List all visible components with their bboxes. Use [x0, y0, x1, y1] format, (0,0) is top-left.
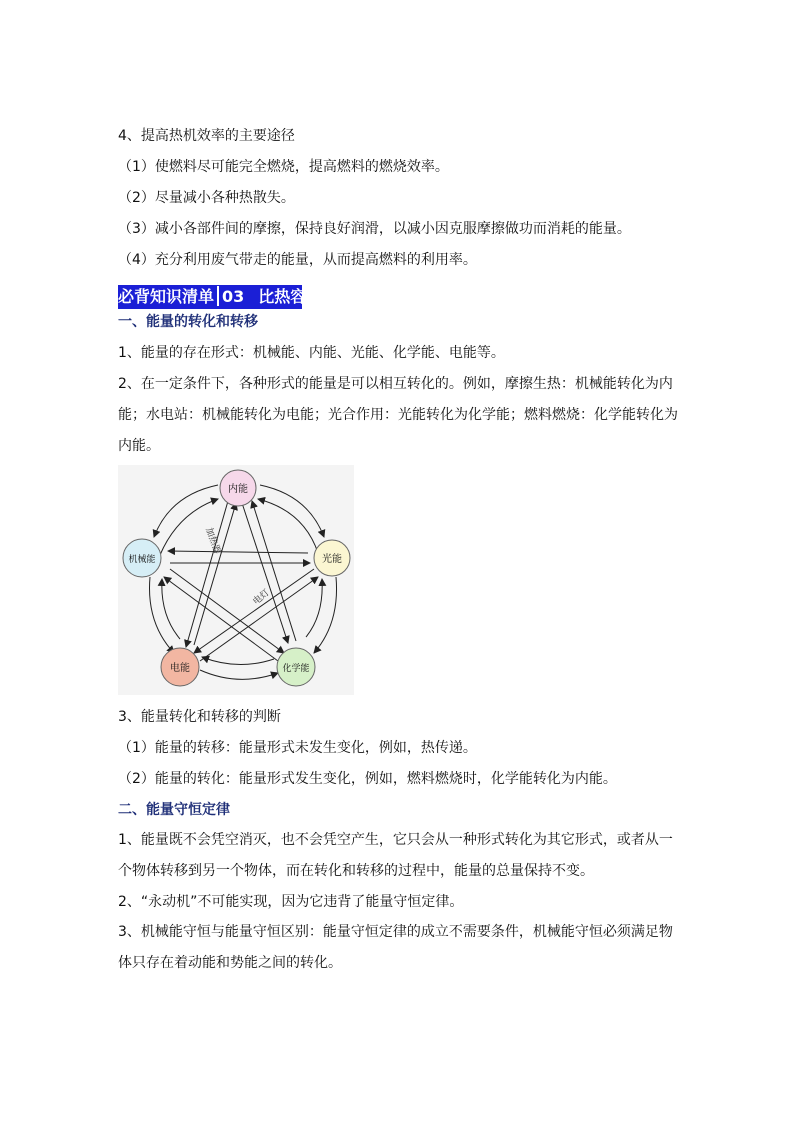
banner-title: 必背知识清单 [118, 287, 215, 306]
part2-heading: 二、能量守恒定律 [118, 802, 230, 818]
lamp-label: 电灯 [251, 588, 272, 608]
banner-number: 03 [222, 287, 245, 306]
part2-paragraph-3: 3、机械能守恒与能量守恒区别：能量守恒定律的成立不需要条件，机械能守恒必须满足物体只存在着动能和势能之间的转化。 [118, 924, 673, 971]
node-internal-label: 内能 [228, 484, 248, 495]
node-mechanical-energy [123, 539, 161, 577]
node-light-label: 光能 [322, 554, 342, 565]
part1-paragraph-3-item-1: （1）能量的转移：能量形式未发生变化，例如，热传递。 [118, 740, 477, 756]
section4-item-4: （4）充分利用废气带走的能量，从而提高燃料的利用率。 [118, 252, 477, 268]
energy-conversion-diagram [118, 465, 354, 695]
section4-item-1: （1）使燃料尽可能完全燃烧，提高燃料的燃烧效率。 [118, 159, 449, 175]
part1-heading: 一、能量的转化和转移 [118, 314, 258, 330]
part1-paragraph-3-item-2: （2）能量的转化：能量形式发生变化，例如，燃料燃烧时，化学能转化为内能。 [118, 771, 617, 787]
section4-heading: 4、提高热机效率的主要途径 [118, 128, 295, 144]
heater-label: 加热器 [203, 526, 222, 556]
part1-paragraph-3-heading: 3、能量转化和转移的判断 [118, 709, 281, 725]
part2-paragraph-1: 1、能量既不会凭空消灭，也不会凭空产生，它只会从一种形式转化为其它形式，或者从一个物体转移到另一个物体，而在转化和转移的过程中，能量的总量保持不变。 [118, 832, 673, 879]
part2-paragraph-2: 2、“永动机”不可能实现，因为它违背了能量守恒定律。 [118, 894, 464, 910]
part1-paragraph-1: 1、能量的存在形式：机械能、内能、光能、化学能、电能等。 [118, 345, 505, 361]
node-electric-label: 电能 [170, 663, 190, 674]
node-internal-energy [220, 470, 256, 506]
section4-item-3: （3）减小各部件间的摩擦，保持良好润滑，以减小因克服摩擦做功而消耗的能量。 [118, 221, 631, 237]
banner-divider [217, 286, 219, 306]
banner-topic: 比热容 [258, 287, 307, 306]
node-electric-energy [161, 648, 199, 686]
section4-item-2: （2）尽量减小各种热散失。 [118, 190, 295, 206]
node-chemical-label: 化学能 [282, 664, 310, 674]
node-light-energy [314, 540, 350, 576]
node-chemical-energy [277, 648, 315, 686]
node-mechanical-label: 机械能 [128, 555, 156, 565]
section-banner [118, 285, 307, 309]
part1-paragraph-2: 2、在一定条件下，各种形式的能量是可以相互转化的。例如，摩擦生热：机械能转化为内能；水电站：机械能转化为电能；光合作用：光能转化为化学能；燃料燃烧：化学能转化为内能。 [118, 376, 678, 454]
